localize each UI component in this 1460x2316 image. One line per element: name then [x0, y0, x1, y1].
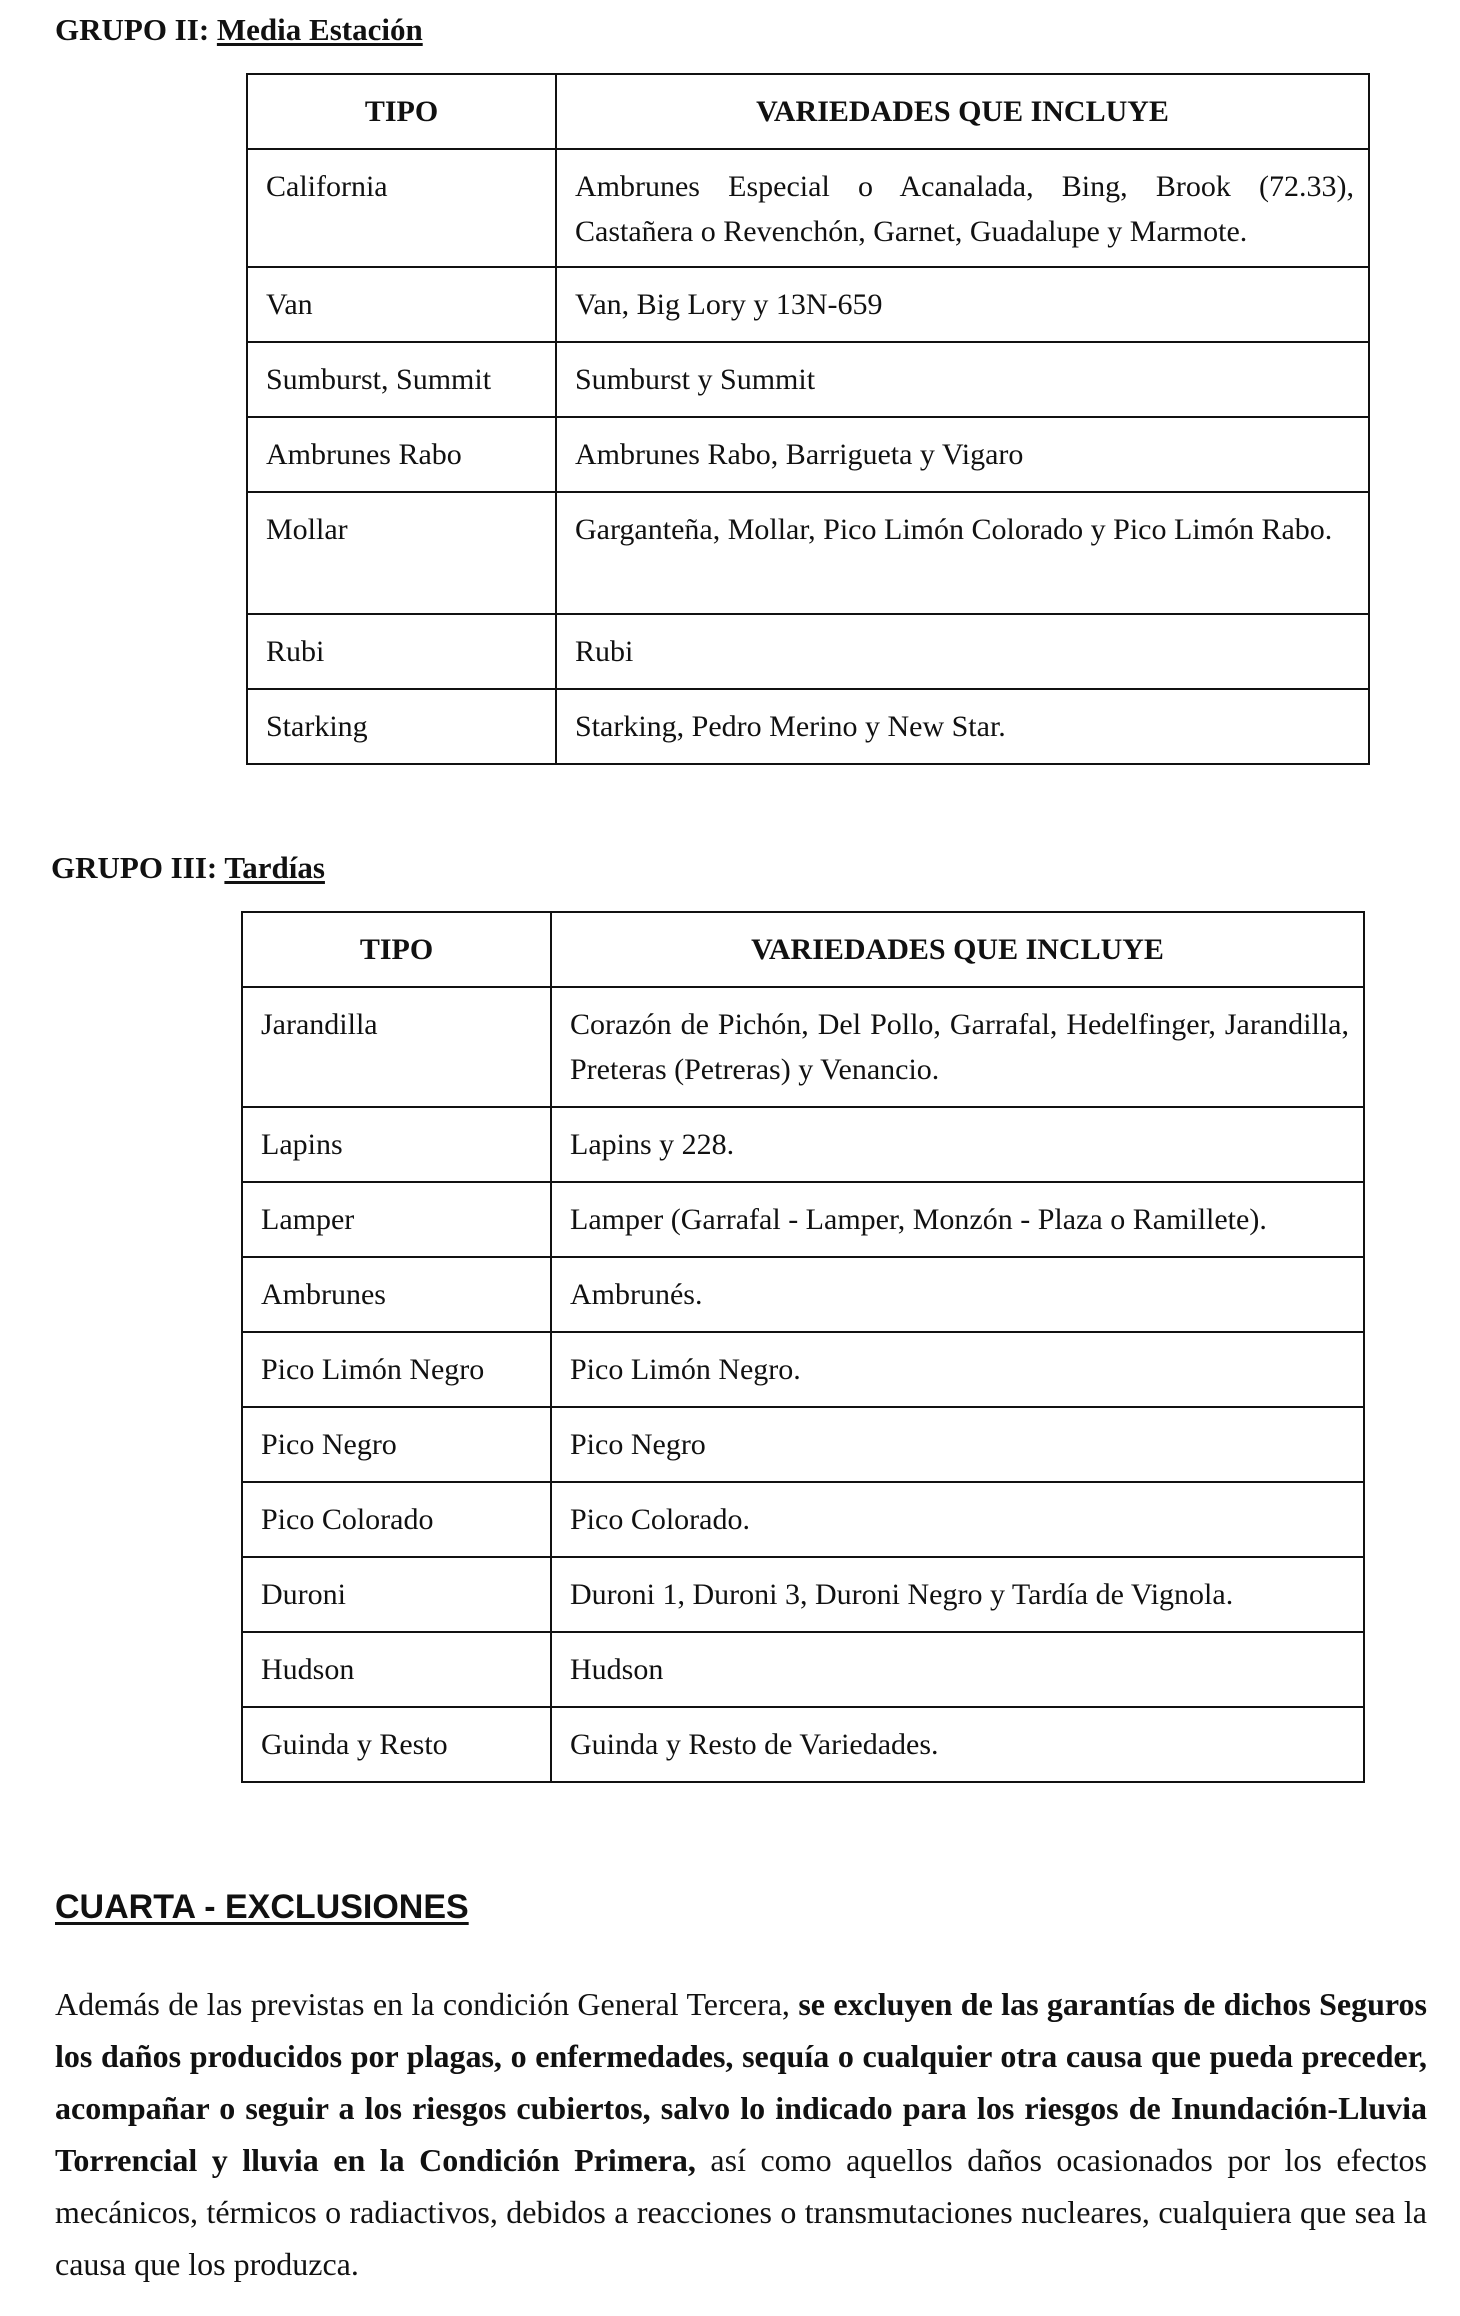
table-row	[242, 1182, 1364, 1257]
variedades-cell: Garganteña, Mollar, Pico Limón Colorado y Pico Limón Rabo.	[556, 492, 1369, 614]
tipo-cell: Lapins	[242, 1107, 551, 1182]
group-3-header-row	[242, 912, 1364, 987]
tipo-cell: Duroni	[242, 1557, 551, 1632]
tipo-cell: Sumburst, Summit	[247, 342, 556, 417]
table-row	[247, 149, 1369, 267]
table-row	[247, 614, 1369, 689]
group-3-name: Tardías	[224, 850, 325, 885]
variedades-cell: Corazón de Pichón, Del Pollo, Garrafal, Hedelfinger, Jarandilla, Preteras (Petreras) y Venancio.	[551, 987, 1364, 1107]
table-row	[247, 417, 1369, 492]
tipo-cell: Ambrunes Rabo	[247, 417, 556, 492]
table-row	[242, 1257, 1364, 1332]
group-2-heading	[55, 12, 423, 48]
group-2-table	[246, 73, 1370, 765]
table-row	[247, 492, 1369, 614]
group-3-header-tipo: TIPO	[242, 912, 551, 987]
tipo-cell: Pico Colorado	[242, 1482, 551, 1557]
table-row	[247, 689, 1369, 764]
table-row	[242, 1107, 1364, 1182]
exclusions-text-2: así como aquellos daños ocasionados por los efectos mecánicos, térmicos o radiactivos, debidos a reacciones o transmutaciones nucleares, cualquiera que sea la causa que los produzca.	[55, 2142, 1428, 2282]
tipo-cell: Lamper	[242, 1182, 551, 1257]
exclusions-paragraph	[55, 1978, 1427, 2290]
table-row	[242, 1407, 1364, 1482]
tipo-cell: Pico Negro	[242, 1407, 551, 1482]
variedades-cell: Rubi	[556, 614, 1369, 689]
variedades-cell: Pico Limón Negro.	[551, 1332, 1364, 1407]
group-3-header-variedades: VARIEDADES QUE INCLUYE	[551, 912, 1364, 987]
table-row	[242, 1332, 1364, 1407]
variedades-cell: Hudson	[551, 1632, 1364, 1707]
tipo-cell: Ambrunes	[242, 1257, 551, 1332]
tipo-cell: Mollar	[247, 492, 556, 614]
table-row	[247, 342, 1369, 417]
exclusions-text-1: Además de las previstas en la condición General Tercera,	[55, 1986, 799, 2022]
group-2-name: Media Estación	[216, 12, 423, 47]
tipo-cell: Rubi	[247, 614, 556, 689]
variedades-cell: Ambrunes Especial o Acanalada, Bing, Brook (72.33), Castañera o Revenchón, Garnet, Guadalupe y Marmote.	[556, 149, 1369, 267]
group-2-prefix: GRUPO II:	[55, 12, 217, 47]
tipo-cell: Van	[247, 267, 556, 342]
group-2-header-tipo: TIPO	[247, 74, 556, 149]
exclusions-bold-text: se excluyen de las garantías de dichos Seguros los daños producidos por plagas, o enfermedades, sequía o cualquier otra causa que pueda preceder, acompañar o seguir a los riesgos cubiertos, salvo lo indicado para los riesgos de Inundación-Lluvia Torrencial y lluvia en la Condición Primera,	[55, 1986, 1428, 2178]
table-row	[242, 1557, 1364, 1632]
tipo-cell: Hudson	[242, 1632, 551, 1707]
tipo-cell: Guinda y Resto	[242, 1707, 551, 1782]
group-3-table	[241, 911, 1365, 1783]
variedades-cell: Van, Big Lory y 13N-659	[556, 267, 1369, 342]
group-2-header-row	[247, 74, 1369, 149]
exclusions-title: CUARTA - EXCLUSIONES	[55, 1888, 469, 1926]
variedades-cell: Sumburst y Summit	[556, 342, 1369, 417]
variedades-cell: Pico Negro	[551, 1407, 1364, 1482]
table-row	[242, 1632, 1364, 1707]
tipo-cell: Jarandilla	[242, 987, 551, 1107]
tipo-cell: California	[247, 149, 556, 267]
table-row	[242, 1707, 1364, 1782]
variedades-cell: Pico Colorado.	[551, 1482, 1364, 1557]
table-row	[242, 1482, 1364, 1557]
variedades-cell: Ambrunes Rabo, Barrigueta y Vigaro	[556, 417, 1369, 492]
variedades-cell: Guinda y Resto de Variedades.	[551, 1707, 1364, 1782]
table-row	[242, 987, 1364, 1107]
table-row	[247, 267, 1369, 342]
variedades-cell: Lapins y 228.	[551, 1107, 1364, 1182]
group-2-header-variedades: VARIEDADES QUE INCLUYE	[556, 74, 1369, 149]
variedades-cell: Ambrunés.	[551, 1257, 1364, 1332]
group-3-heading	[51, 850, 325, 886]
variedades-cell: Lamper (Garrafal - Lamper, Monzón - Plaza o Ramillete).	[551, 1182, 1364, 1257]
variedades-cell: Duroni 1, Duroni 3, Duroni Negro y Tardía de Vignola.	[551, 1557, 1364, 1632]
variedades-cell: Starking, Pedro Merino y New Star.	[556, 689, 1369, 764]
group-3-prefix: GRUPO III:	[51, 850, 225, 885]
tipo-cell: Starking	[247, 689, 556, 764]
tipo-cell: Pico Limón Negro	[242, 1332, 551, 1407]
